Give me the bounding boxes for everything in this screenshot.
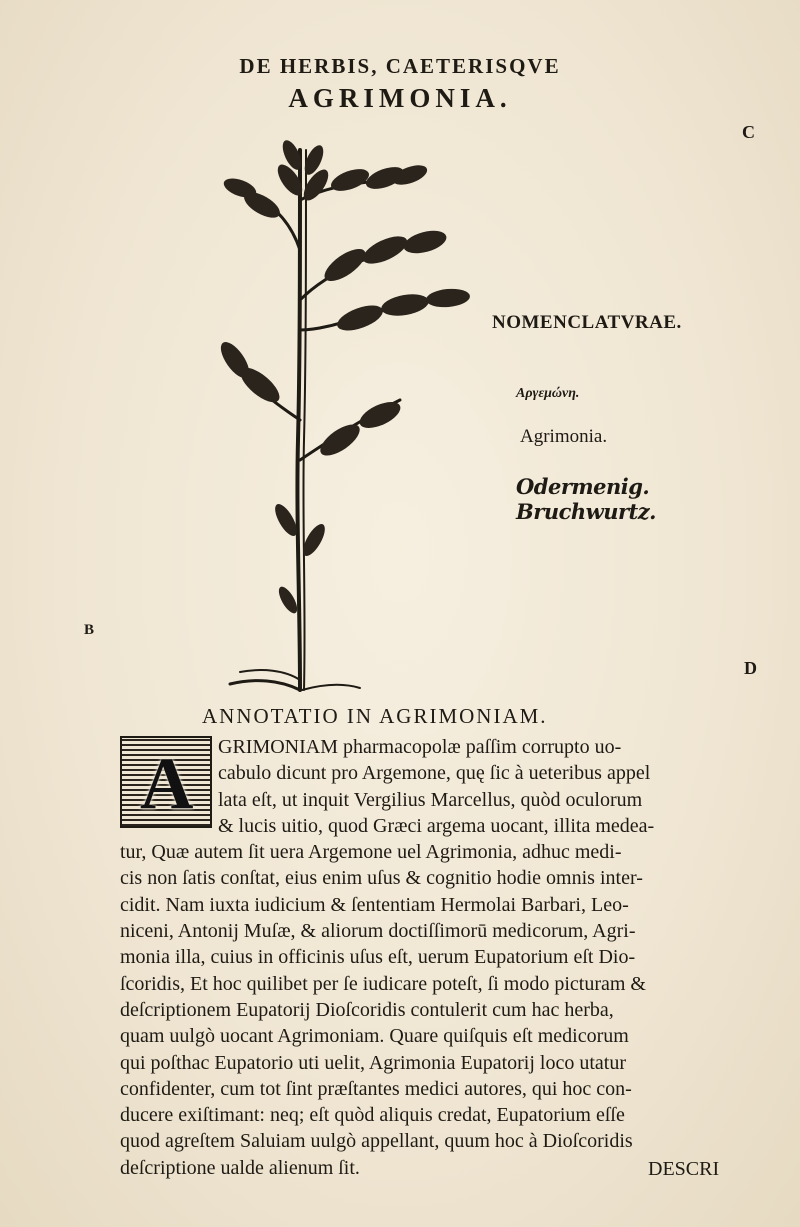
running-head: DE HERBIS, CAETERISQVE: [239, 54, 561, 78]
body-line: qui poſthac Eupatorio uti uelit, Agrimonia Eupatorij loco utatur: [120, 1051, 627, 1074]
body-line: quam uulgò uocant Agrimoniam. Quare quiſquis eſt medicorum: [120, 1025, 629, 1048]
body-line: quod agreſtem Saluiam uulgò appellant, quum hoc à Dioſcoridis: [120, 1130, 633, 1153]
latin-name: Agrimonia.: [520, 426, 608, 447]
body-line: GRIMONIAM pharmacopolæ paſſim corrupto uo-: [218, 736, 622, 758]
plant-title: AGRIMONIA.: [288, 83, 512, 113]
catchword: DESCRI: [648, 1158, 720, 1180]
body-line: & lucis uitio, quod Græci argema uocant, illita medea-: [218, 814, 655, 837]
greek-name: Αργεμώνη.: [516, 386, 580, 401]
signature-mark-d: D: [744, 658, 757, 678]
body-line: deſcriptionem Eupatorij Dioſcoridis contulerit cum hac herba,: [120, 998, 614, 1021]
body-line: cabulo dicunt pro Argemone, quę ſic à ueteribus appel: [218, 762, 651, 785]
signature-mark-c: C: [742, 122, 755, 142]
body-line: ſcoridis, Et hoc quilibet per ſe iudicare poteſt, ſi modo picturam &: [120, 972, 646, 995]
german-name-1: Odermenig.: [516, 474, 650, 499]
body-line: confidenter, cum tot ſint præſtantes medici autores, qui hoc con-: [120, 1077, 632, 1100]
annotation-body: [120, 734, 740, 1181]
body-line: deſcriptione ualde alienum ſit.: [120, 1156, 360, 1179]
body-line: ducere exiſtimant: neq; eſt quòd aliquis credat, Eupatorium eſſe: [120, 1104, 625, 1127]
body-line: cidit. Nam iuxta iudicium & ſententiam Hermolai Barbari, Leo-: [120, 893, 629, 916]
initial-letter: A: [140, 743, 194, 825]
body-line: monia illa, cuius in officinis uſus eſt, uerum Eupatorium eſt Dio-: [120, 946, 636, 969]
body-line: niceni, Antonij Muſæ, & aliorum doctiſſimorū medicorum, Agri-: [120, 920, 636, 943]
annotation-heading: ANNOTATIO IN AGRIMONIAM.: [202, 704, 548, 728]
german-name-2: Bruchwurtz.: [516, 499, 656, 524]
signature-mark-b: B: [84, 622, 95, 638]
nomenclature-heading: NOMENCLATVRAE.: [492, 312, 682, 333]
body-line: cis non ſatis conſtat, eius enim uſus & cognitio hodie omnis inter-: [120, 867, 643, 890]
body-line: tur, Quæ autem ſit uera Argemone uel Agrimonia, adhuc medi-: [120, 841, 622, 864]
body-line: lata eſt, ut inquit Vergilius Marcellus, quòd oculorum: [218, 788, 643, 811]
